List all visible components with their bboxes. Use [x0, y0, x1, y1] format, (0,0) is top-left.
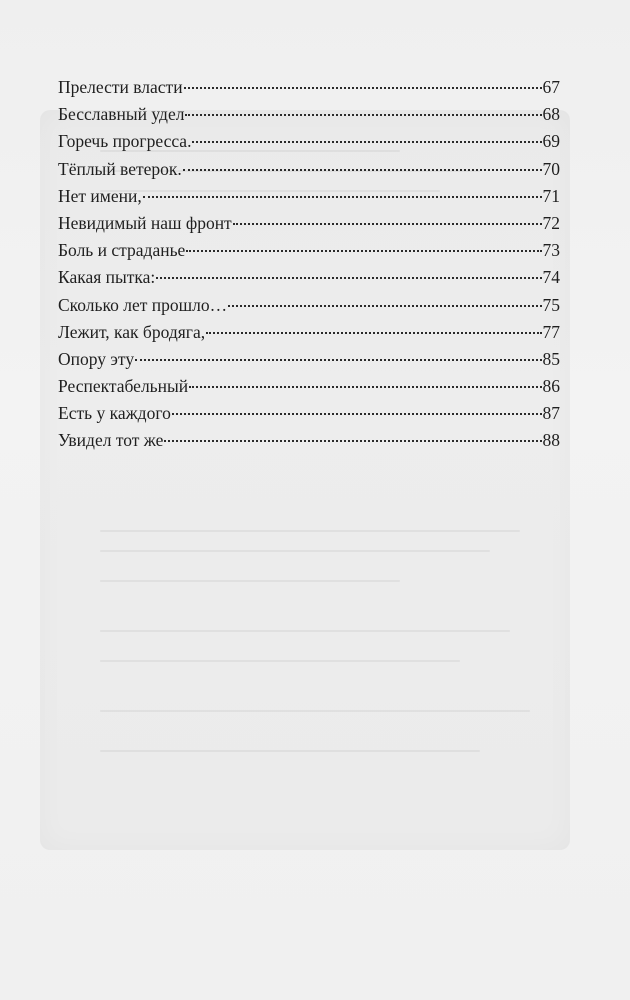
toc-entry-title: Горечь прогресса. [58, 131, 192, 152]
toc-entry-page: 86 [542, 376, 560, 397]
toc-entry-page: 68 [542, 104, 560, 125]
toc-entry [58, 74, 560, 101]
toc-entry [58, 373, 560, 400]
dot-leader [185, 114, 541, 116]
toc-entry [58, 128, 560, 155]
dot-leader [184, 87, 542, 89]
toc-entry [58, 210, 560, 237]
dot-leader [192, 141, 541, 143]
toc-entry-page: 88 [542, 430, 560, 451]
toc-entry-title: Нет имени, [58, 185, 142, 206]
dot-leader [172, 413, 542, 415]
toc-entry-title: Прелести власти [58, 77, 183, 97]
toc-entry [58, 292, 560, 319]
toc-entry-page: 85 [542, 348, 560, 369]
dot-leader [206, 332, 541, 334]
toc-entry-page: 75 [542, 294, 560, 315]
toc-entry-page: 77 [542, 321, 560, 342]
toc-entry-page: 69 [542, 131, 560, 152]
dot-leader [228, 305, 541, 307]
toc-entry-page: 72 [542, 212, 560, 233]
toc-entry [58, 101, 560, 128]
toc-entry-title: Невидимый наш фронт [58, 212, 232, 233]
dot-leader [156, 277, 541, 279]
toc-entry-title: Какая пытка: [58, 267, 156, 288]
toc-entry-page: 74 [542, 267, 560, 288]
dot-leader [189, 386, 541, 388]
toc-entry [58, 183, 560, 210]
toc-entry-title: Боль и страданье [58, 240, 186, 261]
toc-entry [58, 264, 560, 291]
toc-entry-title: Бесславный удел [58, 104, 185, 125]
toc-entry-title: Респектабельный [58, 376, 189, 397]
dot-leader [143, 196, 542, 198]
toc-entry-page: 70 [542, 158, 560, 179]
toc-entry [58, 400, 560, 427]
toc-entry-title: Опору эту [58, 348, 135, 369]
toc-entry-title: Тёплый ветерок. [58, 158, 182, 179]
toc-entry [58, 346, 560, 373]
toc-entry [58, 319, 560, 346]
toc-entry [58, 156, 560, 183]
dot-leader [186, 250, 541, 252]
toc-entry-title: Сколько лет прошло… [58, 294, 228, 315]
toc-entry-title: Есть у каждого [58, 403, 171, 424]
toc-entry-title: Увидел тот же [58, 430, 164, 451]
dot-leader [183, 169, 542, 171]
table-of-contents [58, 74, 560, 455]
toc-entry [58, 237, 560, 264]
toc-entry-page: 71 [542, 185, 560, 206]
toc-entry-page: 73 [542, 240, 560, 261]
dot-leader [135, 359, 541, 361]
dot-leader [233, 223, 542, 225]
dot-leader [164, 440, 541, 442]
toc-entry [58, 427, 560, 454]
toc-entry-page: 67 [542, 77, 560, 97]
toc-entry-page: 87 [542, 403, 560, 424]
toc-entry-title: Лежит, как бродяга, [58, 321, 206, 342]
